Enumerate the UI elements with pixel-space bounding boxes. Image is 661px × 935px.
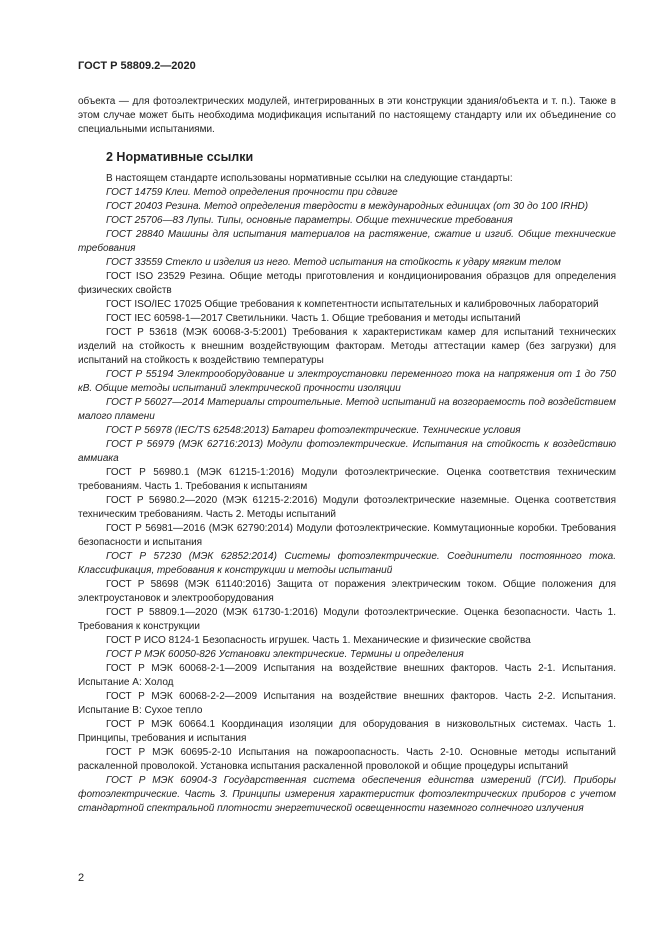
reference-item: ГОСТ Р 58809.1—2020 (МЭК 61730-1:2016) Модули фотоэлектрические. Оценка безопасности. Часть 1. Требования к конструкции (78, 607, 616, 632)
reference-item: ГОСТ 25706—83 Лупы. Типы, основные параметры. Общие технические требования (106, 215, 513, 226)
section-heading: 2 Нормативные ссылки (106, 150, 254, 164)
reference-item: ГОСТ Р МЭК 60068-2-2—2009 Испытания на воздействие внешних факторов. Часть 2-2. Испытания. Испытание В: Сухое тепло (78, 691, 616, 716)
reference-item: ГОСТ 28840 Машины для испытания материалов на растяжение, сжатие и изгиб. Общие технические требования (78, 229, 616, 254)
reference-item: ГОСТ Р МЭК 60904-3 Государственная система обеспечения единства измерений (ГСИ). Приборы фотоэлектрические. Часть 3. Принципы измерения характеристик фотоэлектрических приборов с учетом стандартной спектральной плотности энергетической освещенности наземного солнечного излучения (78, 775, 616, 814)
intro-text: объекта — для фотоэлектрических модулей, интегрированных в эти конструкции здания/объекта и т. п.). Также в этом случае может быть необходима модификация испытаний по настоящему стандарту или их объединение со специальными испытаниями. (78, 96, 616, 135)
reference-item: ГОСТ 33559 Стекло и изделия из него. Метод испытания на стойкость к удару мягким телом (106, 257, 561, 268)
intro-paragraph (78, 95, 616, 137)
reference-item: ГОСТ Р 56979 (МЭК 62716:2013) Модули фотоэлектрические. Испытания на стойкость к воздействию аммиака (78, 439, 616, 464)
reference-item: ГОСТ IEC 60598-1—2017 Светильники. Часть 1. Общие требования и методы испытаний (106, 313, 521, 324)
reference-item: ГОСТ Р 53618 (МЭК 60068-3-5:2001) Требования к характеристикам камер для испытаний технических изделий на стойкость к внешним воздействующим факторам. Методы аттестации камер (без загрузки) для испытаний на стойкость к воздействию температуры (78, 327, 616, 366)
reference-item: ГОСТ ISO/IEC 17025 Общие требования к компетентности испытательных и калибровочных лабораторий (106, 299, 599, 310)
reference-item: ГОСТ Р 58698 (МЭК 61140:2016) Защита от поражения электрическим током. Общие положения для электроустановок и электрооборудования (78, 579, 616, 604)
reference-item: ГОСТ 20403 Резина. Метод определения твердости в международных единицах (от 30 до 100 IRHD) (106, 201, 589, 212)
reference-item: ГОСТ Р 56978 (IEC/TS 62548:2013) Батареи фотоэлектрические. Технические условия (106, 425, 521, 436)
references-intro: В настоящем стандарте использованы нормативные ссылки на следующие стандарты: (106, 173, 513, 184)
reference-item: ГОСТ Р 56980.2—2020 (МЭК 61215-2:2016) Модули фотоэлектрические наземные. Оценка соответствия техническим требованиям. Часть 2. Методы испытаний (78, 495, 616, 520)
reference-item: ГОСТ Р МЭК 60695-2-10 Испытания на пожароопасность. Часть 2-10. Основные методы испытаний раскаленной проволокой. Установка испытания раскаленной проволокой и общие процедуры испытаний (78, 747, 616, 772)
reference-item: ГОСТ Р 57230 (МЭК 62852:2014) Системы фотоэлектрические. Соединители постоянного тока. Классификация, требования к конструкции и методы испытаний (78, 551, 616, 576)
reference-item: ГОСТ Р 56027—2014 Материалы строительные. Метод испытаний на возгораемость под воздействием малого пламени (78, 397, 616, 422)
reference-item: ГОСТ 14759 Клеи. Метод определения прочности при сдвиге (106, 187, 398, 198)
page-number: 2 (78, 872, 85, 884)
document-header: ГОСТ Р 58809.2—2020 (78, 60, 196, 72)
references-list (78, 172, 616, 816)
reference-item: ГОСТ Р МЭК 60050-826 Установки электрические. Термины и определения (106, 649, 464, 660)
reference-item: ГОСТ Р МЭК 60068-2-1—2009 Испытания на воздействие внешних факторов. Часть 2-1. Испытания. Испытание А: Холод (78, 663, 616, 688)
reference-item: ГОСТ ISO 23529 Резина. Общие методы приготовления и кондиционирования образцов для определения физических свойств (78, 271, 616, 296)
reference-item: ГОСТ Р ИСО 8124-1 Безопасность игрушек. Часть 1. Механические и физические свойства (106, 635, 531, 646)
reference-item: ГОСТ Р 56981—2016 (МЭК 62790:2014) Модули фотоэлектрические. Коммутационные коробки. Требования безопасности и испытания (78, 523, 616, 548)
reference-item: ГОСТ Р МЭК 60664.1 Координация изоляции для оборудования в низковольтных системах. Часть 1. Принципы, требования и испытания (78, 719, 616, 744)
reference-item: ГОСТ Р 55194 Электрооборудование и электроустановки переменного тока на напряжения от 1 до 750 кВ. Общие методы испытаний электрической прочности изоляции (78, 369, 616, 394)
reference-item: ГОСТ Р 56980.1 (МЭК 61215-1:2016) Модули фотоэлектрические. Оценка соответствия техническим требованиям. Часть 1. Требования к испытаниям (78, 467, 616, 492)
